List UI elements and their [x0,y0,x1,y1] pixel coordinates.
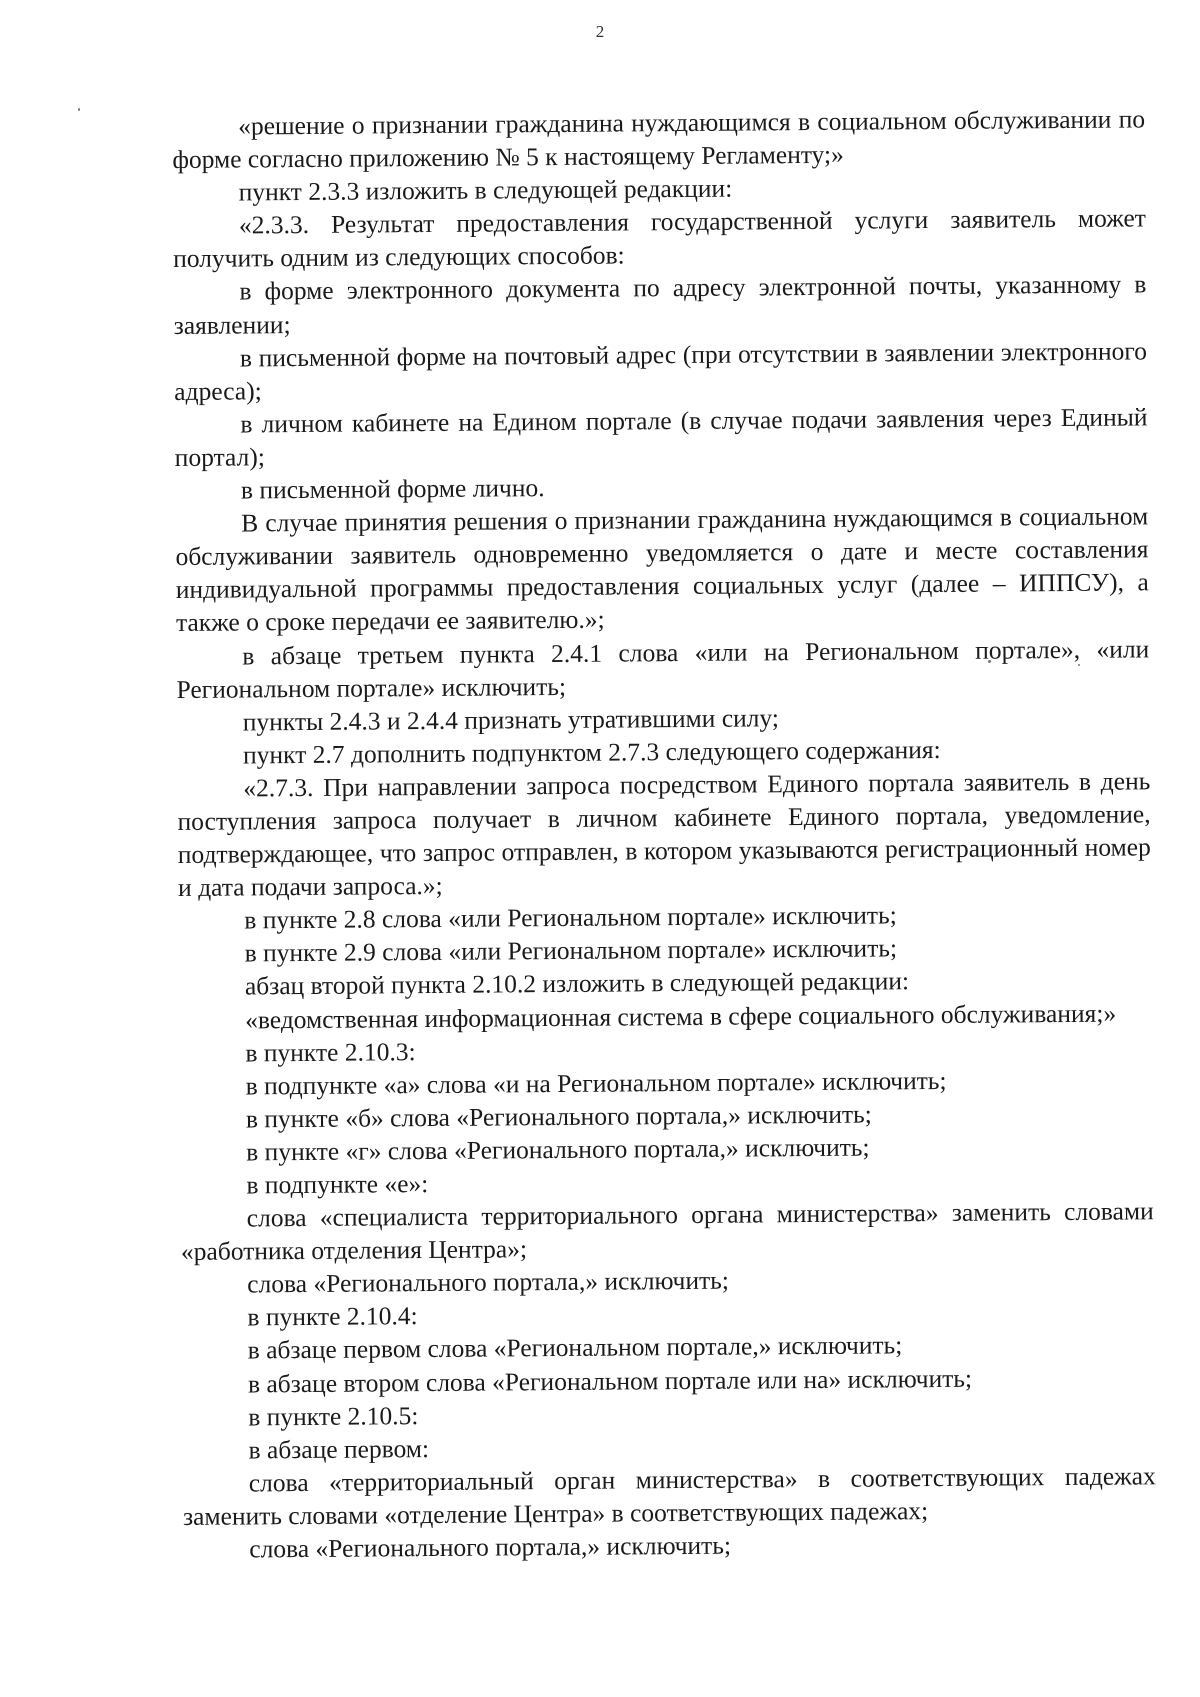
paragraph: в личном кабинете на Едином портале (в случае подачи заявления через Единый портал); [174,402,1148,472]
paragraph: слова «Регионального портала,» исключить; [247,1265,730,1299]
paragraph: в абзаце первом: [248,1433,430,1465]
paragraph: в абзаце первом слова «Региональном портале,» исключить; [247,1330,903,1365]
paragraph: в пункте 2.10.3: [245,1036,416,1068]
document-body [172,102,1156,1566]
paragraph: в подпункте «е»: [246,1169,429,1200]
paragraph: пункт 2.7 дополнить подпунктом 2.7.3 следующего содержания: [242,734,941,770]
paragraph: в форме электронного документа по адресу электронной почты, указанному в заявлении; [173,269,1147,340]
paragraph: «решение о признании гражданина нуждающимся в социальном обслуживании по форме согласно приложению № 5 к настоящему Регламенту;» [172,104,1146,175]
paragraph: «2.3.3. Результат предоставления государственной услуги заявитель может получить одним из следующих способов: [173,203,1146,274]
paragraph: абзац второй пункта 2.10.2 изложить в следующей редакции: [244,966,910,1001]
paragraph: в абзаце втором слова «Региональном портале или на» исключить; [247,1363,973,1399]
paragraph: пункты 2.4.3 и 2.4.4 признать утратившими силу; [242,702,780,737]
paragraph: в пункте 2.10.5: [248,1400,419,1432]
paragraph: в пункте 2.8 слова «или Региональном портале» исключить; [244,900,897,935]
page-number: 2 [595,22,605,41]
paragraph: «ведомственная информационная система в сфере социального обслуживания;» [245,998,1117,1034]
paragraph: В случае принятия решения о признании гражданина нуждающимся в социальном обслуживании заявитель одновременно уведомляется о дате и месте составления индивидуальной программы предоставления социальных услуг (далее – ИППСУ), а также о сроке передачи ее заявителю.»; [175,501,1149,638]
paragraph: слова «территориальный орган министерства» в соответствующих падежах заменить словами «отделение Центра» в соответствующих падежах; [182,1461,1156,1531]
paragraph: в пункте 2.9 слова «или Региональном портале» исключить; [244,933,898,968]
paragraph: в абзаце третьем пункта 2.4.1 слова «или на Региональном портале», «или Региональном портале» исключить; [176,633,1150,704]
paragraph: в письменной форме лично. [240,473,545,505]
paragraph: в пункте «б» слова «Регионального портала,» исключить; [245,1099,872,1134]
paragraph: в пункте 2.10.4: [247,1301,418,1332]
paragraph: в подпункте «а» слова «и на Региональном портале» исключить; [245,1065,947,1101]
paragraph: «2.7.3. При направлении запроса посредством Единого портала заявитель в день поступления запроса получает в личном кабинете Единого портала, уведомление, подтверждающее, что запрос отправлен, в котором указываются регистрационный номер и дата подачи запроса.»; [177,766,1151,903]
paragraph: слова «Регионального портала,» исключить; [249,1530,732,1564]
paragraph: в пункте «г» слова «Регионального портала,» исключить; [246,1132,870,1167]
paragraph: пункт 2.3.3 изложить в следующей редакции: [238,173,733,207]
paragraph: слова «специалиста территориального органа министерства» заменить словами «работника отделения Центра»; [180,1196,1154,1267]
paragraph: в письменной форме на почтовый адрес (при отсутствии в заявлении электронного адреса); [174,336,1148,406]
